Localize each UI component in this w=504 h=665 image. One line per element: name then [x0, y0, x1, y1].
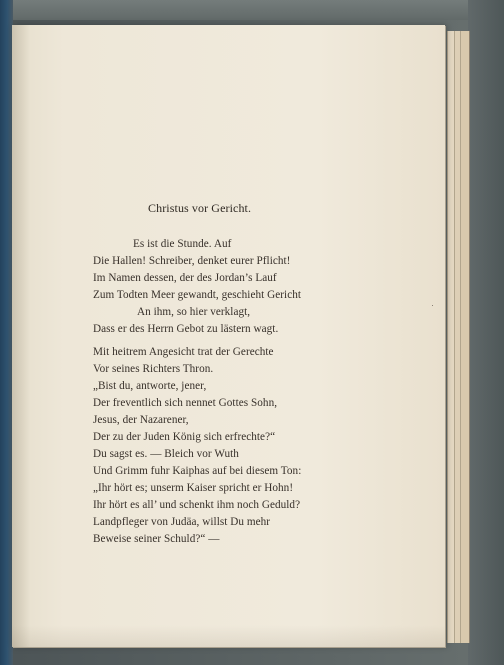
- poem-line: Vor seines Richters Thron.: [93, 363, 214, 375]
- page-gutter-shadow: [12, 25, 30, 647]
- poem-line: Es ist die Stunde. Auf: [133, 238, 232, 250]
- poem-line: Und Grimm fuhr Kaiphas auf bei diesem Ton:: [93, 465, 302, 477]
- paper-speck: [432, 305, 433, 306]
- poem-line: „Ihr hört es; unserm Kaiser spricht er Hohn!: [93, 482, 294, 494]
- poem-title: Christus vor Gericht.: [148, 201, 252, 215]
- book-page: [12, 25, 445, 647]
- poem-line: Der zu der Juden König sich erfrechte?“: [93, 431, 276, 443]
- poem-line: „Bist du, antworte, jener,: [93, 380, 207, 392]
- poem-line: Landpfleger von Judäa, willst Du mehr: [93, 516, 271, 528]
- poem-line: Der freventlich sich nennet Gottes Sohn,: [93, 397, 278, 409]
- poem-line: Die Hallen! Schreiber, denket eurer Pflicht!: [93, 255, 291, 267]
- poem-line: Du sagst es. — Bleich vor Wuth: [93, 448, 239, 460]
- poem-line: Zum Todten Meer gewandt, geschieht Gericht: [93, 289, 302, 301]
- poem-line: Dass er des Herrn Gebot zu lästern wagt.: [93, 323, 279, 335]
- page-bottom-shadow: [12, 625, 445, 647]
- poem-line: An ihm, so hier verklagt,: [137, 306, 251, 318]
- poem-line: Mit heitrem Angesicht trat der Gerechte: [93, 346, 274, 358]
- poem-line: Ihr hört es all’ und schenkt ihm noch Geduld?: [93, 499, 301, 511]
- book-board-right: [468, 0, 504, 665]
- poem-line: Im Namen dessen, der des Jordan’s Lauf: [93, 272, 277, 284]
- book-cover-top: [0, 0, 504, 20]
- poem-line: Beweise seiner Schuld?“ —: [93, 533, 220, 545]
- page-stack-edge: [460, 31, 470, 643]
- poem-line: Jesus, der Nazarener,: [93, 414, 189, 426]
